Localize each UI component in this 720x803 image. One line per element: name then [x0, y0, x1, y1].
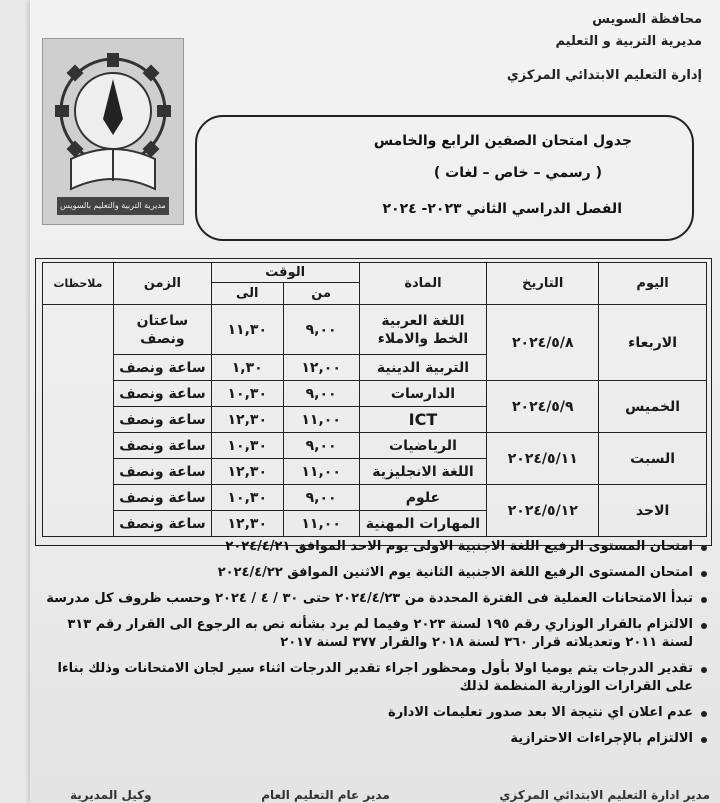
day-cell: الاربعاء — [599, 305, 707, 381]
col-header-to: الى — [211, 283, 283, 305]
subject-cell: المهارات المهنية — [359, 511, 487, 537]
table-row — [43, 305, 707, 355]
title-box — [195, 115, 694, 241]
title-line-1: جدول امتحان الصفين الرابع والخامس — [373, 133, 632, 149]
subject-cell: ICT — [359, 407, 487, 433]
subject-cell: اللغة الانجليزية — [359, 459, 487, 485]
to-cell: ١٠,٣٠ — [211, 381, 283, 407]
col-header-date: التاريخ — [487, 263, 599, 305]
to-cell: ١٢,٣٠ — [211, 511, 283, 537]
to-cell: ١٠,٣٠ — [211, 433, 283, 459]
note-item: امتحان المستوى الرفيع اللغة الاجنبية الثانية يوم الاثنين الموافق ٢٠٢٤/٤/٢٢ — [45, 564, 693, 582]
note-item: تبدأ الامتحانات العملية فى الفترة المحددة من ٢٠٢٤/٤/٢٣ حتى ٣٠ / ٤ / ٢٠٢٤ وحسب ظروف كل مدرسة — [46, 591, 693, 606]
from-cell: ١١,٠٠ — [283, 459, 359, 485]
date-cell: ٢٠٢٤/٥/١٢ — [487, 485, 599, 537]
duration-cell: ساعتان ونصف — [113, 305, 211, 355]
note-item: الالتزام بالقرار الوزاري رقم ١٩٥ لسنة ٢٠٢٣ وفيما لم يرد بشأنه نص به الرجوع الى القرار رقم ٣١٣ لسنة ٢٠١١ وتعديلاته قرار ٣٦٠ لسنة ٢٠١٨ والقرار ٣٧٧ لسنة ٢٠١٧ — [45, 616, 693, 652]
note-item: الالتزام بالإجراءات الاحترازية — [45, 730, 693, 748]
duration-cell: ساعة ونصف — [113, 381, 211, 407]
seal-lettering: مديرية التربية والتعليم بالسويس — [60, 201, 166, 210]
note-item: تقدير الدرجات يتم يوميا اولا بأول ومحظور اجراء تقدير الدرجات اثناء سير لجان الامتحانات وذلك بناءا على القرارات الوزارية المنظمة لذلك — [45, 660, 693, 696]
duration-cell: ساعة ونصف — [113, 433, 211, 459]
col-header-day: اليوم — [599, 263, 707, 305]
subject-cell: الرياضيات — [359, 433, 487, 459]
duration-cell: ساعة ونصف — [113, 511, 211, 537]
subject-cell: علوم — [359, 485, 487, 511]
title-line-2: ( رسمي – خاص – لغات ) — [433, 165, 602, 181]
col-header-subject: المادة — [359, 263, 487, 305]
notes-list — [45, 538, 711, 756]
day-cell: الخميس — [599, 381, 707, 433]
duration-cell: ساعة ونصف — [113, 459, 211, 485]
to-cell: ١٢,٣٠ — [211, 459, 283, 485]
header-governorate: محافظة السويس — [592, 12, 702, 27]
signature-general-director: مدير عام التعليم العام — [261, 788, 390, 802]
note-item: امتحان المستوى الرفيع اللغة الاجنبية الاولى يوم الاحد الموافق ٢٠٢٤/٤/٢١ — [45, 538, 693, 556]
from-cell: ١١,٠٠ — [283, 511, 359, 537]
col-header-from: من — [283, 283, 359, 305]
subject-cell: اللغة العربية الخط والاملاء — [359, 305, 487, 355]
date-cell: ٢٠٢٤/٥/٨ — [487, 305, 599, 381]
duration-cell: ساعة ونصف — [113, 355, 211, 381]
to-cell: ١٢,٣٠ — [211, 407, 283, 433]
date-cell: ٢٠٢٤/٥/١١ — [487, 433, 599, 485]
signature-undersecretary: وكيل المديرية — [70, 788, 152, 802]
col-header-duration: الزمن — [113, 263, 211, 305]
directorate-logo — [42, 38, 184, 225]
from-cell: ٩,٠٠ — [283, 485, 359, 511]
table-row — [43, 433, 707, 459]
duration-cell: ساعة ونصف — [113, 485, 211, 511]
from-cell: ١١,٠٠ — [283, 407, 359, 433]
to-cell: ١,٣٠ — [211, 355, 283, 381]
signature-footer — [70, 788, 710, 802]
exam-schedule-table — [42, 262, 707, 537]
col-header-notes: ملاحظات — [43, 263, 114, 305]
table-row — [43, 381, 707, 407]
from-cell: ٩,٠٠ — [283, 305, 359, 355]
note-item: عدم اعلان اي نتيجة الا بعد صدور تعليمات الادارة — [45, 704, 693, 722]
to-cell: ١١,٣٠ — [211, 305, 283, 355]
to-cell: ١٠,٣٠ — [211, 485, 283, 511]
day-cell: السبت — [599, 433, 707, 485]
notes-cell — [43, 305, 114, 537]
header-administration: إدارة التعليم الابتدائي المركزي — [506, 68, 702, 83]
duration-cell: ساعة ونصف — [113, 407, 211, 433]
header-directorate: مديرية التربية و التعليم — [555, 34, 702, 49]
date-cell: ٢٠٢٤/٥/٩ — [487, 381, 599, 433]
subject-cell: التربية الدينية — [359, 355, 487, 381]
from-cell: ٩,٠٠ — [283, 433, 359, 459]
from-cell: ٩,٠٠ — [283, 381, 359, 407]
title-line-3: الفصل الدراسي الثاني ٢٠٢٣- ٢٠٢٤ — [382, 201, 622, 217]
signature-primary-director: مدير ادارة التعليم الابتدائي المركزي — [499, 788, 710, 802]
day-cell: الاحد — [599, 485, 707, 537]
from-cell: ١٢,٠٠ — [283, 355, 359, 381]
table-row — [43, 485, 707, 511]
subject-cell: الدارسات — [359, 381, 487, 407]
col-header-time: الوقت — [211, 263, 359, 283]
directorate-seal-icon — [43, 39, 183, 224]
